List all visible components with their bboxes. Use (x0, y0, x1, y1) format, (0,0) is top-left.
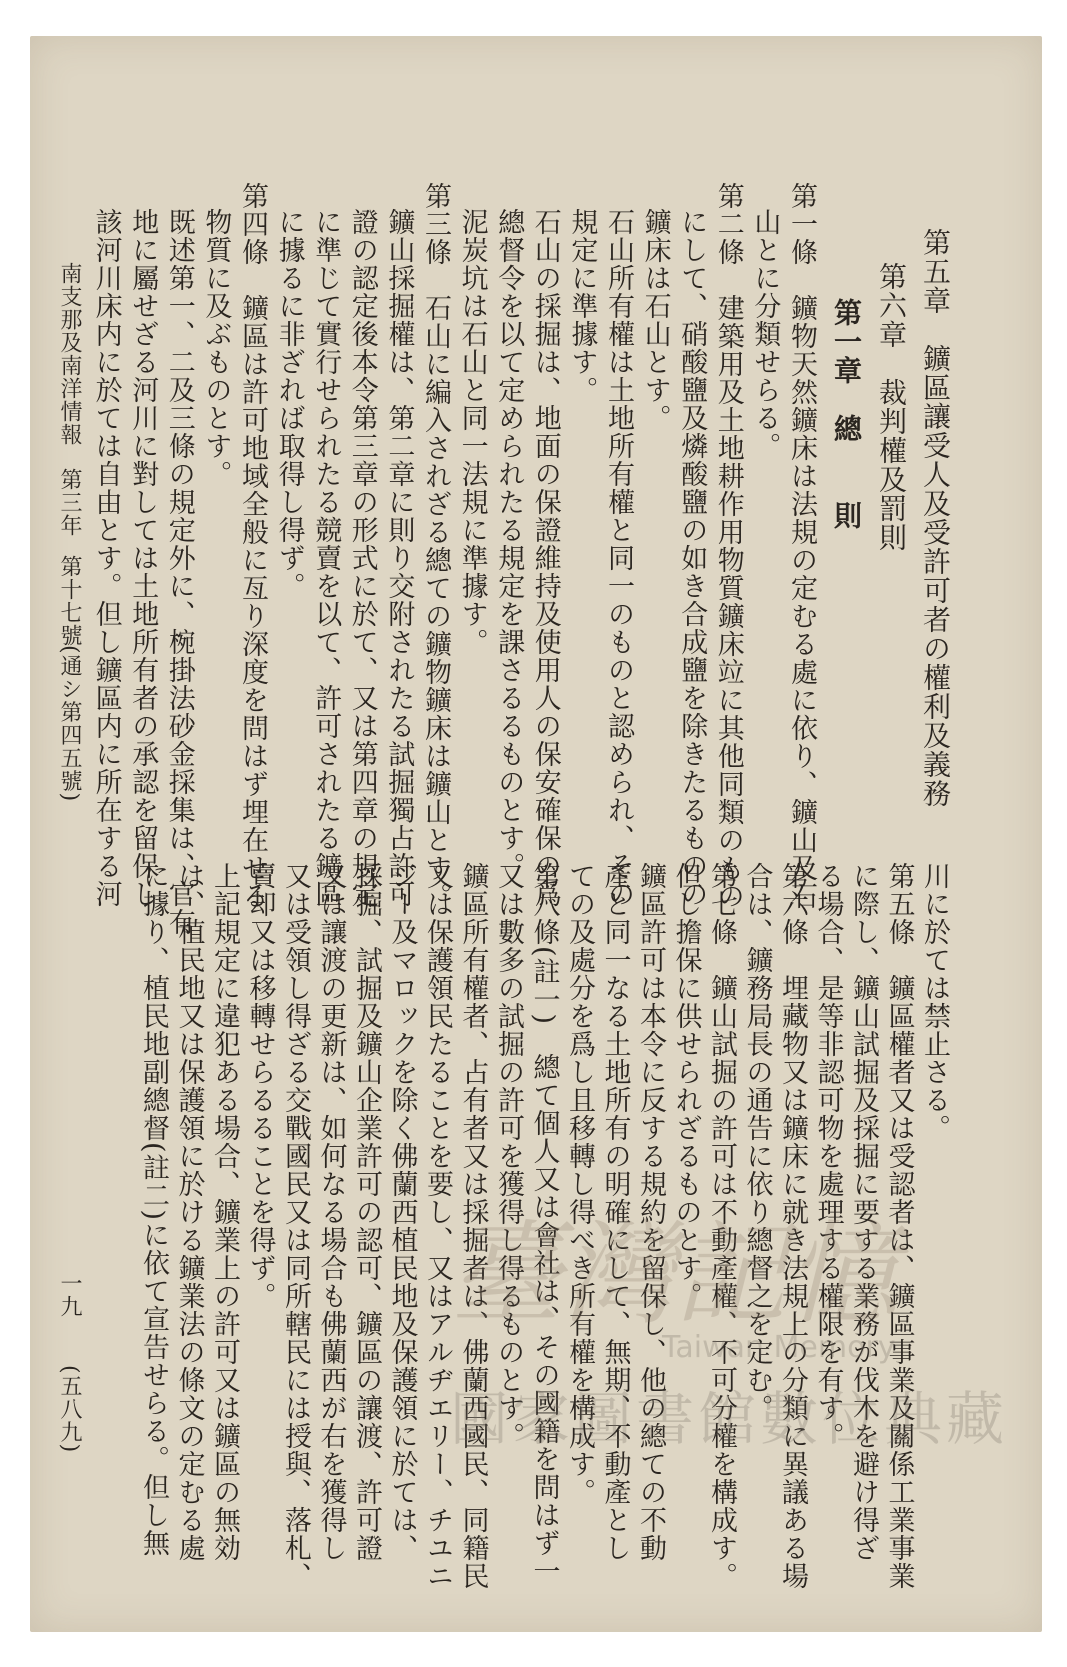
upper-text-column: 石山所有權は土地所有權と同一のものと認められ、その (603, 208, 634, 908)
watermark-seal: 臺灣記憶 (450, 1210, 898, 1340)
upper-text-column: 既述第一、二及三條の規定外に、椀掛法砂金採集は、官有 (163, 208, 195, 936)
upper-text-column: 第二條 建築用及土地耕作用物質鑛床竝に其他同類のもの (712, 182, 744, 910)
lower-text-column: 第五條 鑛區權者又は受認者は、鑛區事業及關係工業事業 (883, 862, 915, 1590)
lower-text-column: る場合、是等非認可物を處理する權限を有す。 (812, 862, 844, 1450)
upper-text-column: 泥炭坑は石山と同一法規に準據す。 (456, 208, 488, 656)
lower-text-column: 鑛區許可は本令に反する規約を留保し、他の總ての不動 (635, 862, 666, 1562)
lower-text-column: に據り、植民地副總督(註二)に依て宣告せらる。但し無 (138, 862, 169, 1558)
lower-text-column: 合は、鑛務局長の通告に依り總督之を定む。 (741, 862, 773, 1422)
footer-issue: 第十七號 (57, 555, 82, 647)
footer-page-number: 一九 (57, 1272, 82, 1318)
chapter-one-title: 第一章 總 則 (830, 298, 863, 530)
watermark-chinese: 國家圖書館數位典藏 (450, 1385, 1009, 1453)
upper-text-column: 證の認定後本令第三章の形式に於て、又は第四章の規定 (346, 208, 378, 908)
upper-text-column: 鑛山採掘權は、第二章に則り交附されたる試掘獨占許可 (383, 208, 415, 908)
upper-text-column: 山とに分類せらる。 (749, 208, 781, 460)
footer-publication: 南支那及南洋情報 (57, 262, 82, 446)
upper-text-column: 規定に準據す。 (566, 208, 598, 404)
lower-text-column: 但し擔保に供せられざるものとす。 (670, 862, 702, 1310)
lower-text-column: ジー及マロックを除く佛蘭西植民地及保護領に於ては、 (386, 862, 418, 1562)
upper-text-column: 總督令を以て定められたる規定を課さるるものとす。 (493, 208, 525, 880)
footer-volume: 第三年 (57, 468, 82, 537)
lower-text-column: 又は數多の試掘の許可を獲得し得るものとす。 (493, 862, 524, 1450)
lower-text-column: 第七條 鑛山試掘の許可は不動產權、不可分權を構成す。 (706, 862, 737, 1590)
lower-text-column: 又は保護領民たることを要し、又はアルヂエリー、チユニ (422, 862, 453, 1590)
upper-text-column: 物質に及ぶものとす。 (200, 208, 232, 488)
lower-text-column: 賣却又は移轉せらるることを得ず。 (244, 862, 276, 1310)
lower-text-column: 鑛區所有權者、占有者又は採掘者は、佛蘭西國民、同籍民 (457, 862, 489, 1590)
upper-text-column: 第一條 鑛物天然鑛床は法規の定むる處に依り、鑛山及石 (786, 182, 817, 910)
upper-text-column: に準じて實行せられたる競賣を以て、許可されたる鑛區 (310, 208, 342, 908)
lower-text-column: 又は讓渡の更新は、如何なる場合も佛蘭西が右を獲得し (315, 862, 347, 1562)
chapter-six-heading: 第六章 裁判權及罰則 (875, 262, 908, 552)
lower-text-column: 採掘、試掘及鑛山企業許可の認可、鑛區の讓渡、許可證 (351, 862, 382, 1562)
upper-text-column: 鑛床は石山とす。 (639, 208, 671, 432)
lower-text-column: ての及處分を爲し且移轉し得べき所有權を構成す。 (564, 862, 595, 1506)
upper-text-column: 地に屬せざる河川に對しては土地所有者の承認を留保し (127, 208, 159, 908)
footer-page-serial: (五八九) (57, 1365, 82, 1454)
lower-text-column: 又は受領し得ざる交戰國民又は同所轄民には授與、落札、 (280, 862, 311, 1590)
upper-text-column: 石山の採掘は、地面の保證維持及使用人の保安確保の爲 (529, 208, 561, 908)
lower-text-column: 產と同一なる土地所有の明確にして、無期、不動產とし (599, 862, 631, 1562)
lower-text-column: は、植民地又は保護領に於ける鑛業法の條文の定むる處 (173, 862, 205, 1562)
lower-text-column: に際し、鑛山試掘及採掘に要する業務が伐木を避け得ざ (848, 862, 879, 1562)
upper-text-column: 第四條 鑛區は許可地域全般に亙り深度を問はず埋在せる (237, 182, 268, 910)
chapter-five-heading: 第五章 鑛區讓受人及受許可者の權利及義務 (919, 228, 952, 808)
footer-serial: (通シ第四五號) (57, 645, 82, 803)
watermark-english: Taiwan Memory (662, 1330, 896, 1365)
lower-text-column: 川に於ては禁止さる。 (919, 862, 950, 1142)
lower-text-column: 上記規定に違犯ある場合、鑛業上の許可又は鑛區の無効 (209, 862, 240, 1562)
upper-text-column: 該河川床内に於ては自由とす。但し鑛區内に所在する河 (90, 208, 122, 908)
upper-text-column: 第三條 石山に編入されざる總ての鑛物鑛床は鑛山とす。 (420, 182, 451, 910)
lower-text-column: 第八條(註一) 總て個人又は會社は、その國籍を問はず一 (528, 862, 560, 1586)
lower-text-column: 第六條 埋藏物又は鑛床に就き法規上の分類に異議ある場 (777, 862, 808, 1590)
upper-text-column: に據るに非ざれば取得し得ず。 (273, 208, 305, 600)
upper-text-column: にして、硝酸鹽及燐酸鹽の如き合成鹽を除きたるものの (676, 208, 708, 908)
